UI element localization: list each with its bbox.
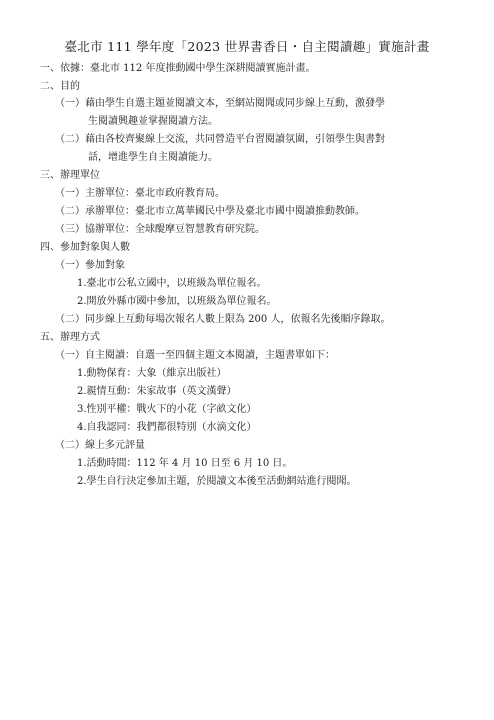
- assessment-item-1: 1.活動時間：112 年 4 月 10 日至 6 月 10 日。: [77, 458, 293, 469]
- booklist-item-2: 2.親情互動：朱家故事（英文漢聲）: [77, 386, 237, 397]
- methods-reading: （一）自主閱讀：自選一至四個主題文本閱讀，主題書單如下：: [55, 350, 335, 361]
- section-heading-methods: 五、辦理方式: [40, 332, 100, 343]
- purpose-item-1-cont: 生閱讀興趣並掌握閱讀方法。: [88, 116, 218, 127]
- participants-limit: （二）同步線上互動每場次報名人數上限為 200 人，依報名先後順序錄取。: [55, 314, 391, 325]
- section-heading-organizers: 三、辦理單位: [40, 170, 100, 181]
- purpose-item-1: （一）藉由學生自選主題並閱讀文本，至網站閱聞或同步線上互動，激發學: [55, 98, 385, 109]
- assessment-item-2: 2.學生自行決定參加主題，於閱讀文本後至活動網站進行閱聞。: [77, 476, 357, 487]
- booklist-item-3: 3.性別平權：戰火下的小花（字畝文化）: [77, 404, 257, 415]
- organizer-co-organizer: （三）協辦單位：全球醍摩豆智慧教育研究院。: [55, 224, 265, 235]
- section-heading-purpose: 二、目的: [40, 81, 80, 92]
- basis-line: 一、依據：臺北市 112 年度推動國中學生深耕閱讀實施計畫。: [40, 63, 316, 74]
- purpose-item-2: （二）藉由各校齊聚線上交流，共同營造平台習閱讀氛圍，引領學生與書對: [55, 134, 385, 145]
- participants-subheading: （一）參加對象: [55, 260, 125, 271]
- booklist-item-4: 4.自我認同：我們都很特別（水滴文化）: [77, 422, 257, 433]
- participants-item-1: 1.臺北市公私立國中，以班級為單位報名。: [77, 278, 267, 289]
- document-title: 臺北市 111 學年度「2023 世界書香日・自主閱讀趣」實施計畫: [64, 39, 430, 54]
- purpose-item-2-cont: 話，增進學生自主閱讀能力。: [88, 152, 218, 163]
- booklist-item-1: 1.動物保育：大象（維京出版社）: [77, 368, 227, 379]
- participants-item-2: 2.開放外縣市國中參加，以班級為單位報名。: [77, 296, 277, 307]
- section-heading-participants: 四、參加對象與人數: [40, 242, 130, 253]
- organizer-executor: （二）承辦單位：臺北市立萬華國民中學及臺北市國中閱讀推動教師。: [55, 206, 365, 217]
- methods-assessment: （二）線上多元評量: [55, 440, 145, 451]
- organizer-host: （一）主辦單位：臺北市政府教育局。: [55, 188, 225, 199]
